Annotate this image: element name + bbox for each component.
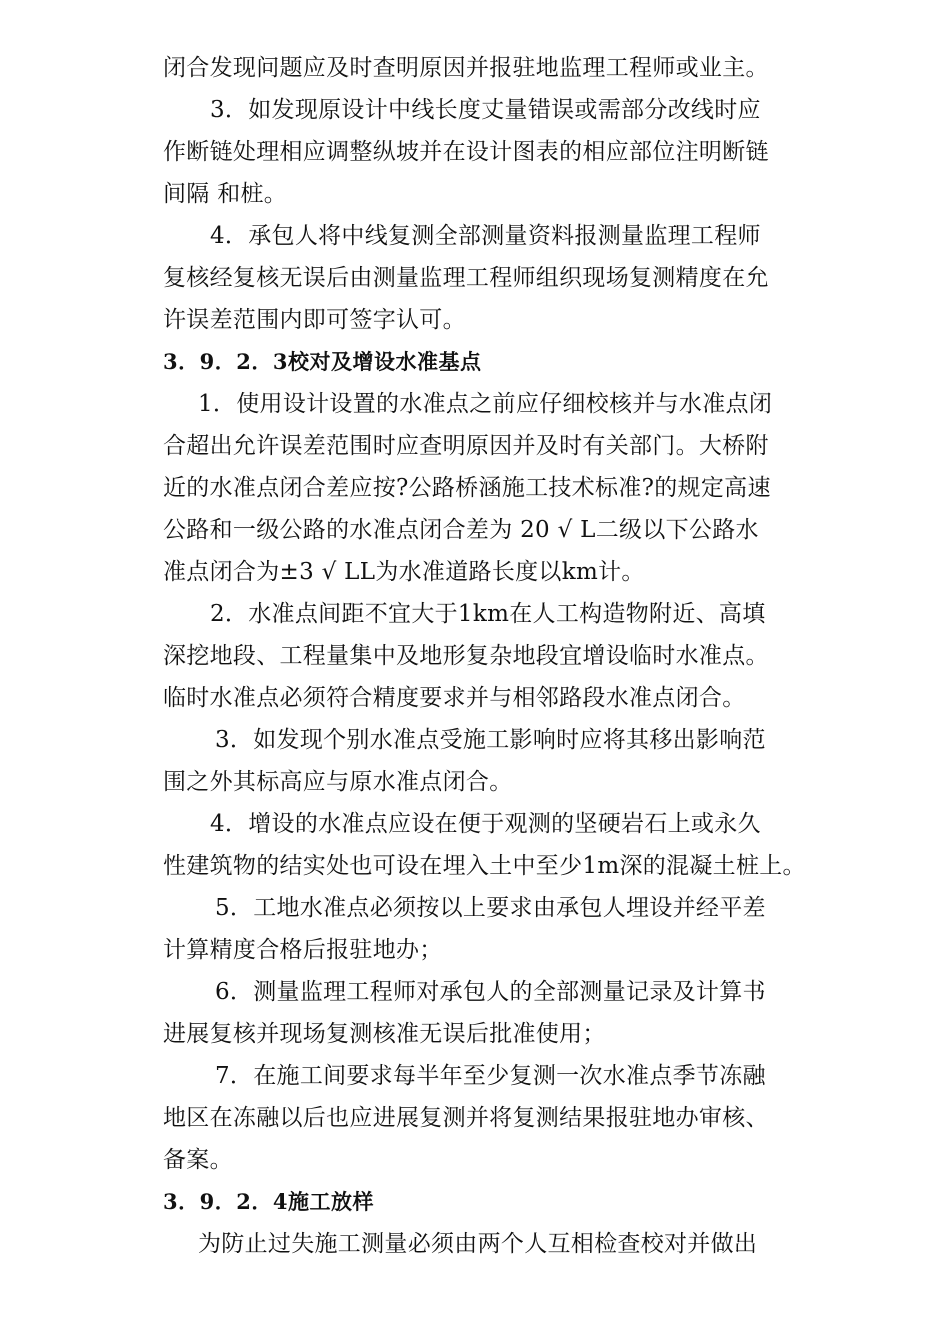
text-line: 6．测量监理工程师对承包人的全部测量记录及计算书 [215, 979, 766, 1005]
text-line: 备案。 [163, 1147, 233, 1173]
text-line: 间隔 和桩。 [163, 181, 288, 207]
section-heading: 3．9．2．4施工放样 [163, 1189, 374, 1214]
text-line: 合超出允许误差范围时应查明原因并及时有关部门。大桥附 [163, 433, 769, 459]
section-heading: 3．9．2．3校对及增设水准基点 [163, 349, 482, 374]
text-line: 准点闭合为±3 √ LL为水准道路长度以km计。 [163, 559, 645, 585]
text-line: 进展复核并现场复测核准无误后批准使用； [163, 1021, 606, 1047]
text-line: 4．承包人将中线复测全部测量资料报测量监理工程师 [210, 223, 761, 249]
text-line: 3．如发现原设计中线长度丈量错误或需部分改线时应 [210, 97, 761, 123]
text-line: 作断链处理相应调整纵坡并在设计图表的相应部位注明断链 [163, 139, 769, 165]
text-line: 5．工地水准点必须按以上要求由承包人埋设并经平差 [215, 895, 766, 921]
text-line: 7．在施工间要求每半年至少复测一次水准点季节冻融 [215, 1063, 766, 1089]
text-line: 临时水准点必须符合精度要求并与相邻路段水准点闭合。 [163, 685, 746, 711]
text-line: 许误差范围内即可签字认可。 [163, 307, 466, 333]
text-line: 地区在冻融以后也应进展复测并将复测结果报驻地办审核、 [163, 1105, 769, 1131]
text-line: 深挖地段、工程量集中及地形复杂地段宜增设临时水准点。 [163, 643, 769, 669]
text-line: 公路和一级公路的水准点闭合差为 20 √ L二级以下公路水 [163, 517, 759, 543]
text-line: 计算精度合格后报驻地办； [163, 937, 443, 963]
text-line: 复核经复核无误后由测量监理工程师组织现场复测精度在允 [163, 265, 769, 291]
text-line: 围之外其标高应与原水准点闭合。 [163, 769, 513, 795]
text-line: 闭合发现问题应及时查明原因并报驻地监理工程师或业主。 [163, 55, 769, 81]
text-line: 1．使用设计设置的水准点之前应仔细校核并与水准点闭 [198, 391, 773, 417]
text-line: 为防止过失施工测量必须由两个人互相检查校对并做出 [198, 1231, 758, 1257]
text-line: 性建筑物的结实处也可设在埋入土中至少1m深的混凝土桩上。 [163, 853, 806, 879]
text-line: 3．如发现个别水准点受施工影响时应将其移出影响范 [215, 727, 766, 753]
text-line: 近的水准点闭合差应按?公路桥涵施工技术标准?的规定高速 [163, 475, 771, 501]
text-line: 2．水准点间距不宜大于1km在人工构造物附近、高填 [210, 601, 766, 627]
text-line: 4．增设的水准点应设在便于观测的坚硬岩石上或永久 [210, 811, 761, 837]
